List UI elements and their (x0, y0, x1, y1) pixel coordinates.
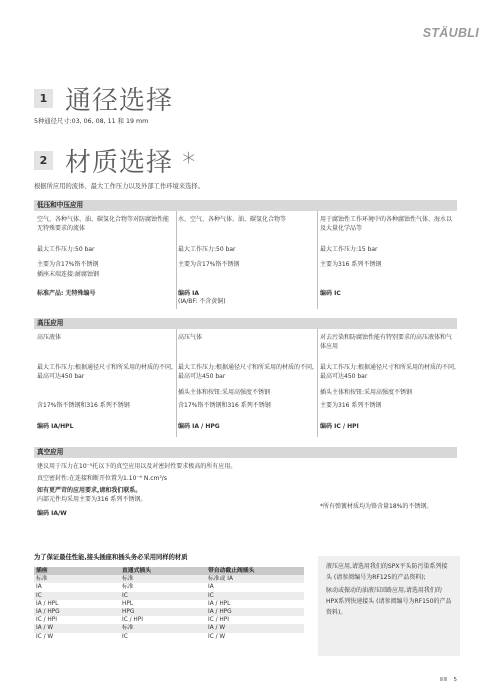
code-label: 编码 IA/HPL (37, 423, 74, 430)
vacuum-line-3 (37, 486, 337, 495)
high-col3-pressure: 最大工作压力:根据通径尺寸和所采用的材质的不同,最高可达450 bar (320, 364, 456, 381)
section-2-heading (34, 142, 196, 179)
low-medium-col3-material: 主要为316 系列不锈钢 (320, 261, 382, 268)
vacuum-code (37, 509, 157, 518)
vacuum-contact-note: 如有更严苛的应用要求,请和我们联系。 (37, 487, 142, 494)
table-cell: IC (206, 592, 304, 600)
section-1-subtitle: 5种通径尺寸:03, 06, 08, 11 和 19 mm (34, 118, 149, 125)
high-col2-material: 插头主体和按钮:采用高强度不锈钢 (178, 389, 271, 396)
high-col3-fluid: 对去污染和防腐蚀性能有特别要求的高压液体和气体应用 (320, 334, 453, 351)
low-medium-col3-fluid: 用于腐蚀性工作环境中的各种腐蚀性气体、海水以及大量化学品等 (320, 216, 453, 233)
code-label: 编码 IA/W (37, 510, 67, 517)
table-row (34, 592, 304, 600)
section-1-heading (34, 80, 173, 117)
table-row (34, 633, 304, 641)
high-col1-material2: 含17%铬不锈钢和316 系列不锈钢 (37, 402, 130, 409)
column-divider (176, 329, 177, 437)
page-number: 5 (453, 677, 457, 683)
low-medium-col1-material2: 插座末端连接:耐腐蚀钢 (37, 271, 100, 278)
column-divider (317, 329, 318, 437)
low-medium-col1-fluid: 空气、各种气体、油、碳氢化合物等对防腐蚀性能无特殊要求的流体 (37, 216, 170, 233)
low-medium-col3-code (320, 289, 457, 298)
table-cell: 标准 (122, 584, 134, 591)
note-pulsation: 脉动或振动的油液压回路应用,请选用我们的HPX系列快速接头 (请参阅编号为RF150的产品资料)。 (326, 587, 452, 616)
high-col2-code (178, 422, 315, 431)
high-pressure-header: 高压应用 (34, 318, 457, 329)
column-header: 直通式插头 (120, 567, 206, 575)
low-medium-col2-material: 主要为含17%铬不锈钢 (178, 261, 240, 268)
high-col2-fluid: 高压气体 (178, 334, 203, 341)
spring-footnote: *所有弹簧材质均为铬含量18%的不锈钢。 (320, 503, 433, 510)
low-medium-col1-pressure: 最大工作压力:50 bar (37, 246, 95, 253)
table-header-row (34, 567, 304, 575)
column-divider (317, 211, 318, 309)
column-header: 插座 (34, 567, 120, 575)
code-label: 标准产品: 无特殊编号 (37, 290, 96, 297)
section-2-title: 材质选择 * (65, 148, 197, 178)
high-col3-material: 插头主体和按钮:采用高强度不锈钢 (320, 389, 413, 396)
vacuum-header: 真空应用 (34, 447, 457, 458)
table-cell: IC / W (36, 633, 54, 640)
compatibility-title: 为了保证最佳性能,接头插座和插头务必采用同样的材质 (34, 554, 188, 561)
table-cell: IA / W (206, 624, 304, 632)
note-hydraulic: 液压应用,请选用我们的SPX平头防污染系列接头 (请参阅编号为RF125的产品资料); (326, 563, 448, 581)
compatibility-table (34, 567, 304, 641)
table-cell: 标准 (120, 624, 206, 632)
low-medium-pressure-header: 低压和中压应用 (34, 200, 457, 211)
table-row (34, 583, 304, 591)
table-cell: IC / W (208, 633, 226, 640)
high-col1-code (37, 422, 174, 431)
table-cell: 标准或 IA (206, 575, 304, 583)
table-cell: IA (36, 584, 42, 591)
table-row (34, 600, 304, 608)
high-col2-pressure: 最大工作压力:根据通径尺寸和所采用的材质的不同,最高可达450 bar (178, 364, 314, 381)
column-header: 带自动截止阀插头 (206, 567, 304, 575)
table-cell: IC (34, 592, 120, 600)
footer-mark: ⅢⅢ (439, 677, 448, 683)
low-medium-col2-fluid: 水、空气、各种气体、油、碳氢化合物等 (178, 216, 287, 223)
high-col3-material2: 主要为316 系列不锈钢 (320, 402, 382, 409)
table-cell: IA (208, 584, 214, 591)
table-cell: IC / HPI (208, 617, 229, 624)
table-cell: IA / W (34, 624, 120, 632)
staubli-logo: STÄUBLI (422, 26, 479, 40)
table-row (34, 616, 304, 624)
code-label: 编码 IA (178, 290, 199, 297)
table-cell: 标准 (34, 575, 120, 583)
table-cell: 标准 (120, 575, 206, 583)
table-cell: IC / HPI (36, 617, 57, 624)
table-cell: HPL (122, 600, 134, 607)
application-note-box (318, 556, 460, 656)
vacuum-line-4: 内部元件均采用主要为316 系列不锈钢。 (37, 496, 147, 503)
section-1-number: 1 (34, 89, 53, 108)
table-cell: IA / HPG (206, 608, 304, 616)
code-label: 编码 IC / HPI (320, 423, 359, 430)
code-label: 编码 IC (320, 290, 341, 297)
low-medium-col3-pressure: 最大工作压力:15 bar (320, 246, 378, 253)
high-col1-pressure: 最大工作压力:根据通径尺寸和所采用的材质的不同,最高可达450 bar (37, 364, 173, 381)
high-col1-fluid: 高压液体 (37, 334, 62, 341)
compatibility-table-block (34, 552, 304, 641)
table-cell: IC / HPI (122, 617, 143, 624)
table-row (34, 608, 304, 616)
page-footer (440, 677, 457, 683)
column-divider (176, 211, 177, 309)
table-cell: IA / HPL (36, 600, 59, 607)
low-medium-col1-code (37, 289, 174, 298)
section-1-title: 通径选择 (65, 86, 174, 116)
section-2-number: 2 (34, 151, 53, 170)
table-cell: IC (122, 633, 128, 640)
table-cell: HPG (120, 608, 206, 616)
table-row (34, 624, 304, 632)
table-row (34, 575, 304, 583)
table-cell: IC (120, 592, 206, 600)
vacuum-line-1: 建议用于压力在10⁻⁵托以下的真空应用以及对密封性要求极高的所有应用。 (37, 463, 237, 470)
high-col3-code (320, 422, 457, 431)
high-col2-material2: 含17%铬不锈钢和316 系列不锈钢 (178, 402, 271, 409)
low-medium-col1-material: 主要为含17%铬不锈钢 (37, 261, 99, 268)
table-cell: IA / HPG (34, 608, 120, 616)
table-cell: IA / HPL (208, 600, 231, 607)
low-medium-col2-code-note: (IA/BF: 不含黄铜) (178, 298, 226, 305)
section-2-subtitle: 根据所应用的流体、最大工作压力以及外部工作环境来选择。 (34, 183, 205, 190)
low-medium-col2-pressure: 最大工作压力:50 bar (178, 246, 236, 253)
code-label: 编码 IA / HPG (178, 423, 220, 430)
vacuum-line-2: 真空密封性:在连接和断开位置为1.10⁻⁹ N.cm³/s (37, 475, 167, 482)
